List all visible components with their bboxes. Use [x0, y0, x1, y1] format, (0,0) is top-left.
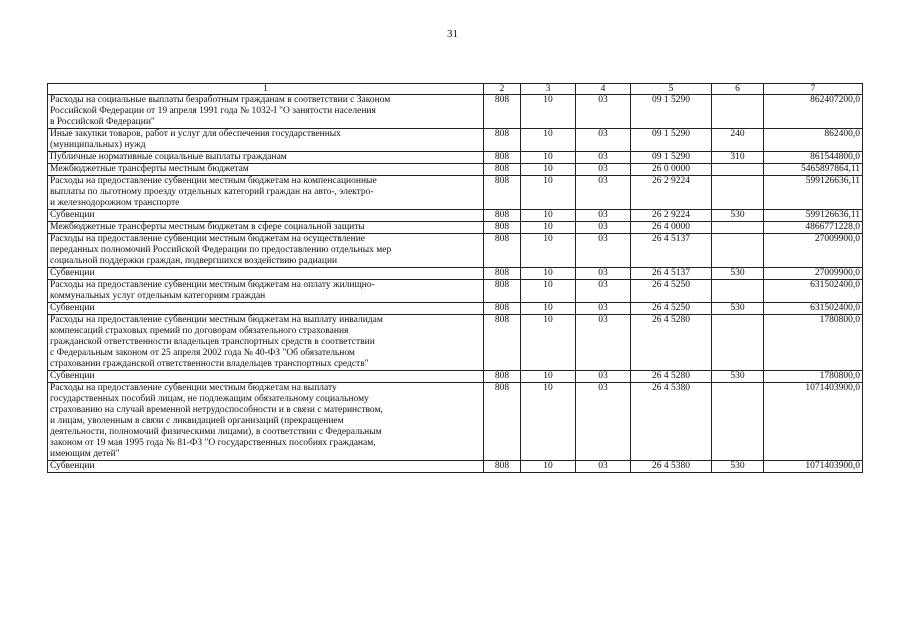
header-col-4: 4 — [576, 84, 631, 95]
row-code-2-cell: 808 — [484, 164, 521, 176]
row-code-4-cell: 03 — [576, 461, 631, 473]
row-code-4-cell: 03 — [576, 383, 631, 461]
row-code-4-cell: 03 — [576, 303, 631, 315]
row-code-6-cell: 530 — [712, 371, 764, 383]
row-code-4-cell: 03 — [576, 315, 631, 371]
row-sum-cell: 862400,0 — [764, 129, 863, 152]
row-code-6-cell — [712, 383, 764, 461]
row-code-6-cell — [712, 95, 764, 129]
row-code-6-cell: 240 — [712, 129, 764, 152]
row-code-4-cell: 03 — [576, 152, 631, 164]
header-col-7: 7 — [764, 84, 863, 95]
header-row — [48, 84, 863, 95]
row-code-3-cell: 10 — [521, 152, 576, 164]
row-code-5-cell: 26 4 5137 — [631, 234, 712, 268]
row-code-2-cell: 808 — [484, 152, 521, 164]
row-code-5-cell: 09 1 5290 — [631, 129, 712, 152]
row-name-cell: Межбюджетные трансферты местным бюджетам — [48, 164, 484, 176]
table-row — [48, 176, 863, 210]
row-code-5-cell: 26 4 5250 — [631, 280, 712, 303]
row-name-cell: Межбюджетные трансферты местным бюджетам в сфере социальной защиты — [48, 222, 484, 234]
row-sum-cell: 631502400,0 — [764, 280, 863, 303]
row-name-cell: Субвенции — [48, 210, 484, 222]
row-code-2-cell: 808 — [484, 176, 521, 210]
row-sum-cell: 1071403900,0 — [764, 383, 863, 461]
row-code-3-cell: 10 — [521, 303, 576, 315]
row-name-cell: Субвенции — [48, 303, 484, 315]
row-code-2-cell: 808 — [484, 303, 521, 315]
row-code-6-cell: 530 — [712, 303, 764, 315]
row-code-6-cell — [712, 234, 764, 268]
row-name-cell: Расходы на предоставление субвенции местным бюджетам на выплату государственных пособий лицам, не подлежащим обязательному социальному страхованию на случай временной нетрудоспособности и в связи с материнством, и лицам, уволенным в связи с ликвидацией организаций (прекращением деятельности, полномочий физическими лицами), в соответствии с Федеральным законом от 19 мая 1995 года № 81-ФЗ "О государственных пособиях гражданам, имеющим детей" — [48, 383, 484, 461]
row-code-3-cell: 10 — [521, 461, 576, 473]
row-code-2-cell: 808 — [484, 210, 521, 222]
row-code-5-cell: 26 4 0000 — [631, 222, 712, 234]
row-code-5-cell: 26 0 0000 — [631, 164, 712, 176]
header-col-3: 3 — [521, 84, 576, 95]
header-col-2: 2 — [484, 84, 521, 95]
row-code-5-cell: 26 4 5280 — [631, 315, 712, 371]
header-col-5: 5 — [631, 84, 712, 95]
row-sum-cell: 27009900,0 — [764, 234, 863, 268]
table-row — [48, 234, 863, 268]
row-sum-cell: 4866771228,0 — [764, 222, 863, 234]
table-row — [48, 164, 863, 176]
row-code-2-cell: 808 — [484, 268, 521, 280]
row-sum-cell: 27009900,0 — [764, 268, 863, 280]
row-code-2-cell: 808 — [484, 95, 521, 129]
budget-table — [47, 83, 863, 473]
row-name-cell: Иные закупки товаров, работ и услуг для обеспечения государственных (муниципальных) нужд — [48, 129, 484, 152]
row-name-cell: Расходы на предоставление субвенции местным бюджетам на оплату жилищно- коммунальных услуг отдельным категориям граждан — [48, 280, 484, 303]
row-code-4-cell: 03 — [576, 164, 631, 176]
row-code-4-cell: 03 — [576, 234, 631, 268]
header-col-1: 1 — [48, 84, 484, 95]
row-code-2-cell: 808 — [484, 280, 521, 303]
row-code-5-cell: 26 4 5137 — [631, 268, 712, 280]
table-row — [48, 95, 863, 129]
row-code-6-cell: 530 — [712, 210, 764, 222]
row-code-3-cell: 10 — [521, 234, 576, 268]
row-sum-cell: 1780800,0 — [764, 315, 863, 371]
row-sum-cell: 1780800,0 — [764, 371, 863, 383]
row-code-2-cell: 808 — [484, 461, 521, 473]
row-code-4-cell: 03 — [576, 176, 631, 210]
row-code-5-cell: 26 4 5380 — [631, 383, 712, 461]
row-code-6-cell — [712, 222, 764, 234]
row-sum-cell: 631502400,0 — [764, 303, 863, 315]
page-number: 31 — [447, 28, 458, 40]
row-code-6-cell — [712, 164, 764, 176]
row-code-2-cell: 808 — [484, 222, 521, 234]
row-sum-cell: 5465897864,11 — [764, 164, 863, 176]
row-code-5-cell: 09 1 5290 — [631, 152, 712, 164]
row-code-3-cell: 10 — [521, 222, 576, 234]
row-code-2-cell: 808 — [484, 315, 521, 371]
row-code-6-cell: 530 — [712, 268, 764, 280]
row-code-3-cell: 10 — [521, 176, 576, 210]
row-sum-cell: 862407200,0 — [764, 95, 863, 129]
row-code-2-cell: 808 — [484, 234, 521, 268]
row-code-6-cell — [712, 280, 764, 303]
row-name-cell: Субвенции — [48, 371, 484, 383]
row-code-3-cell: 10 — [521, 268, 576, 280]
row-code-5-cell: 26 4 5280 — [631, 371, 712, 383]
row-sum-cell: 599126636,11 — [764, 210, 863, 222]
row-code-2-cell: 808 — [484, 371, 521, 383]
row-name-cell: Расходы на социальные выплаты безработным гражданам в соответствии с Законом Российской Федерации от 19 апреля 1991 года № 1032-I "О занятости населения в Российской Федерации" — [48, 95, 484, 129]
row-name-cell: Расходы на предоставление субвенции местным бюджетам на осуществление переданных полномочий Российской Федерации по предоставлению отдельных мер социальной поддержки граждан, подвергшихся воздействию радиации — [48, 234, 484, 268]
header-col-6: 6 — [712, 84, 764, 95]
row-code-6-cell: 530 — [712, 461, 764, 473]
row-code-2-cell: 808 — [484, 383, 521, 461]
row-code-3-cell: 10 — [521, 280, 576, 303]
row-name-cell: Расходы на предоставление субвенции местным бюджетам на компенсационные выплаты по льготному проезду отдельных категорий граждан на авто-, электро- и железнодорожном транспорте — [48, 176, 484, 210]
row-sum-cell: 599126636,11 — [764, 176, 863, 210]
row-code-3-cell: 10 — [521, 210, 576, 222]
row-code-5-cell: 26 2 9224 — [631, 210, 712, 222]
row-sum-cell: 861544800,0 — [764, 152, 863, 164]
row-code-3-cell: 10 — [521, 164, 576, 176]
row-sum-cell: 1071403900,0 — [764, 461, 863, 473]
row-code-5-cell: 09 1 5290 — [631, 95, 712, 129]
row-code-3-cell: 10 — [521, 129, 576, 152]
table-row — [48, 222, 863, 234]
row-code-4-cell: 03 — [576, 280, 631, 303]
row-code-5-cell: 26 2 9224 — [631, 176, 712, 210]
row-name-cell: Субвенции — [48, 461, 484, 473]
row-code-4-cell: 03 — [576, 210, 631, 222]
row-code-6-cell — [712, 176, 764, 210]
table-row — [48, 303, 863, 315]
row-name-cell: Публичные нормативные социальные выплаты гражданам — [48, 152, 484, 164]
row-name-cell: Расходы на предоставление субвенции местным бюджетам на выплату инвалидам компенсаций страховых премий по договорам обязательного страхования гражданской ответственности владельцев транспортных средств в соответствии с Федеральным законом от 25 апреля 2002 года № 40-ФЗ "Об обязательном страховании гражданской ответственности владельцев транспортных средств" — [48, 315, 484, 371]
row-name-cell: Субвенции — [48, 268, 484, 280]
row-code-4-cell: 03 — [576, 371, 631, 383]
row-code-4-cell: 03 — [576, 222, 631, 234]
row-code-5-cell: 26 4 5250 — [631, 303, 712, 315]
table-row — [48, 268, 863, 280]
table-row — [48, 315, 863, 371]
table-row — [48, 371, 863, 383]
table-row — [48, 129, 863, 152]
row-code-4-cell: 03 — [576, 268, 631, 280]
row-code-6-cell — [712, 315, 764, 371]
table-row — [48, 210, 863, 222]
row-code-3-cell: 10 — [521, 383, 576, 461]
row-code-3-cell: 10 — [521, 371, 576, 383]
table-row — [48, 461, 863, 473]
table-row — [48, 152, 863, 164]
row-code-4-cell: 03 — [576, 95, 631, 129]
row-code-3-cell: 10 — [521, 95, 576, 129]
row-code-4-cell: 03 — [576, 129, 631, 152]
row-code-6-cell: 310 — [712, 152, 764, 164]
row-code-3-cell: 10 — [521, 315, 576, 371]
row-code-5-cell: 26 4 5380 — [631, 461, 712, 473]
table-row — [48, 383, 863, 461]
table-row — [48, 280, 863, 303]
row-code-2-cell: 808 — [484, 129, 521, 152]
